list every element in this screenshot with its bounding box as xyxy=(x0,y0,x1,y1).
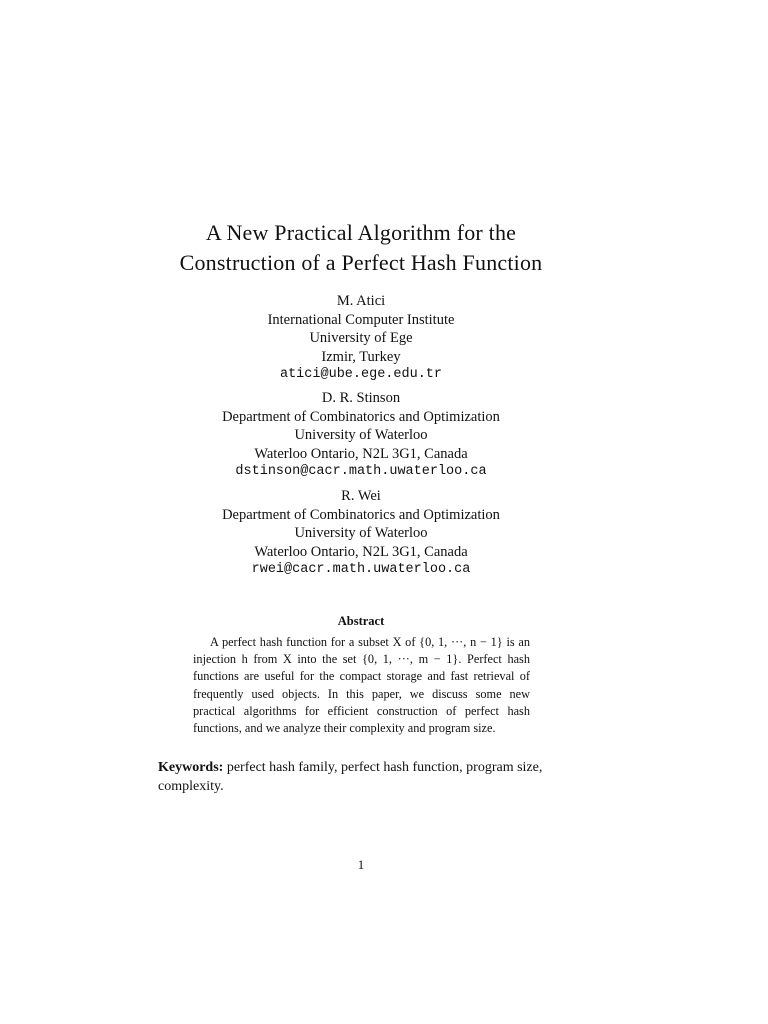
author-affiliation-line: Department of Combinatorics and Optimization xyxy=(222,506,500,523)
author-affiliation-line: Izmir, Turkey xyxy=(321,348,401,365)
author-affiliation-line: University of Waterloo xyxy=(294,427,428,443)
paper-title xyxy=(0,218,722,278)
author-name: D. R. Stinson xyxy=(321,390,401,406)
author-affiliation-line: Waterloo Ontario, N2L 3G1, Canada xyxy=(254,543,468,560)
keywords-label: Keywords: xyxy=(158,760,224,775)
author-email: rwei@cacr.math.uwaterloo.ca xyxy=(251,562,471,577)
abstract-heading: Abstract xyxy=(337,614,385,628)
author-name: R. Wei xyxy=(341,488,381,504)
author-name: M. Atici xyxy=(336,293,386,309)
title-line-1: A New Practical Algorithm for the xyxy=(205,220,517,245)
page-number: 1 xyxy=(357,857,365,872)
author-block-atici xyxy=(0,292,722,385)
author-email: atici@ube.ege.edu.tr xyxy=(279,367,443,382)
abstract-body: A perfect hash function for a subset X of {0, 1, ···, n − 1} is an injection h from X into the set {0, 1, ···, m − 1}. Perfect hash functions are useful for the compact storage and fast retrieval of frequently used objects. In this paper, we discuss some new practical algorithms for efficient construction of perfect hash functions, and we analyze their complexity and program size. xyxy=(193,635,530,736)
author-affiliation-line: Waterloo Ontario, N2L 3G1, Canada xyxy=(254,445,468,462)
author-block-wei xyxy=(0,487,722,580)
author-affiliation-line: Department of Combinatorics and Optimization xyxy=(222,408,500,425)
keywords-text: perfect hash family, perfect hash function, program size, complexity. xyxy=(158,760,543,794)
author-block-stinson xyxy=(0,389,722,482)
title-line-2: Construction of a Perfect Hash Function xyxy=(179,250,543,275)
author-affiliation-line: International Computer Institute xyxy=(267,311,455,328)
keywords xyxy=(158,758,558,796)
author-affiliation-line: University of Ege xyxy=(309,330,413,346)
author-affiliation-line: University of Waterloo xyxy=(294,525,428,541)
author-email: dstinson@cacr.math.uwaterloo.ca xyxy=(235,464,487,479)
